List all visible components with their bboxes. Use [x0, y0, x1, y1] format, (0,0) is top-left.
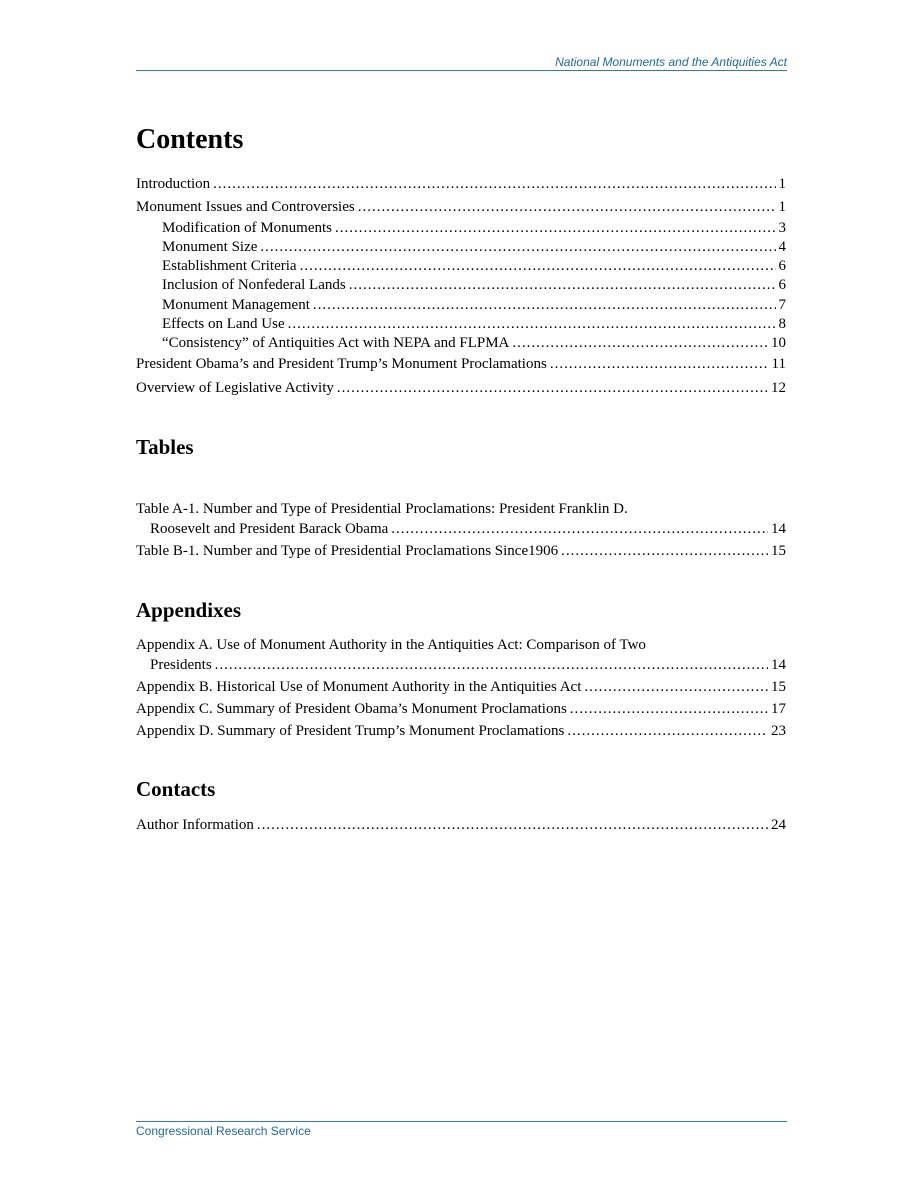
toc-entry-title: Monument Size	[162, 239, 258, 255]
dot-leader	[567, 722, 768, 740]
contacts-heading: Contacts	[136, 777, 216, 801]
toc-entry-table-a1[interactable]	[136, 500, 786, 538]
dot-leader	[300, 257, 776, 275]
dot-leader	[335, 219, 776, 237]
tables-heading: Tables	[136, 435, 194, 459]
toc-entry-nonfederal-lands[interactable]	[162, 276, 786, 294]
toc-entry-page: 1	[778, 199, 786, 215]
dot-leader	[257, 816, 768, 834]
toc-entry-page: 4	[778, 239, 786, 255]
toc-entry-establishment-criteria[interactable]	[162, 257, 786, 275]
toc-entry-title: Introduction	[136, 176, 211, 192]
toc-entry-title: Inclusion of Nonfederal Lands	[162, 277, 346, 293]
contents-heading: Contents	[136, 124, 244, 155]
dot-leader	[215, 656, 768, 674]
toc-entry-appendix-c[interactable]	[136, 700, 786, 718]
toc-entry-title: Appendix D. Summary of President Trump’s Monument Proclamations	[136, 723, 565, 739]
toc-entry-page: 12	[771, 380, 786, 396]
toc-entry-introduction[interactable]	[136, 175, 786, 193]
toc-entry-page: 6	[778, 258, 786, 274]
toc-entry-monument-issues[interactable]	[136, 198, 786, 216]
toc-entry-appendix-a[interactable]	[136, 636, 786, 674]
header-divider	[136, 70, 787, 71]
toc-entry-consistency[interactable]	[162, 334, 786, 352]
toc-entry-land-use[interactable]	[162, 315, 786, 333]
toc-entry-page: 14	[771, 521, 786, 537]
toc-entry-title: Establishment Criteria	[162, 258, 297, 274]
toc-entry-page: 8	[778, 316, 786, 332]
toc-entry-page: 10	[771, 335, 786, 351]
dot-leader	[337, 379, 768, 397]
toc-entry-title: Effects on Land Use	[162, 316, 285, 332]
toc-entry-title: Author Information	[136, 817, 254, 833]
dot-leader	[584, 678, 768, 696]
toc-entry-title: Table B-1. Number and Type of Presidential Proclamations Since1906	[136, 543, 559, 559]
toc-entry-page: 14	[771, 657, 786, 673]
toc-entry-page: 7	[778, 297, 786, 313]
running-header-title: National Monuments and the Antiquities Act	[555, 55, 787, 69]
toc-entry-page: 17	[771, 701, 786, 717]
toc-entry-page: 1	[778, 176, 786, 192]
toc-entry-title: Appendix B. Historical Use of Monument Authority in the Antiquities Act	[136, 679, 582, 695]
toc-entry-title: Monument Management	[162, 297, 310, 313]
toc-entry-monument-size[interactable]	[162, 238, 786, 256]
toc-entry-appendix-b[interactable]	[136, 678, 786, 696]
toc-entry-page: 15	[771, 543, 786, 559]
toc-entry-table-b1[interactable]	[136, 542, 786, 560]
toc-entry-legislative-activity[interactable]	[136, 379, 786, 397]
toc-entry-title: Overview of Legislative Activity	[136, 380, 334, 396]
toc-entry-title: Appendix A. Use of Monument Authority in the Antiquities Act: Comparison of Two	[136, 637, 646, 653]
toc-entry-monument-management[interactable]	[162, 296, 786, 314]
toc-entry-page: 24	[771, 817, 786, 833]
footer-divider	[136, 1121, 787, 1122]
toc-entry-page: 3	[778, 220, 786, 236]
toc-entry-title-continued: Roosevelt and President Barack Obama	[150, 521, 389, 537]
toc-entry-title: Modification of Monuments	[162, 220, 332, 236]
toc-entry-title-continued: Presidents	[150, 657, 212, 673]
dot-leader	[260, 238, 775, 256]
appendixes-heading: Appendixes	[136, 598, 242, 622]
dot-leader	[512, 334, 768, 352]
toc-entry-page: 23	[771, 723, 786, 739]
toc-entry-proclamations[interactable]	[136, 355, 786, 373]
dot-leader	[358, 198, 776, 216]
dot-leader	[288, 315, 776, 333]
dot-leader	[313, 296, 776, 314]
toc-entry-page: 15	[771, 679, 786, 695]
toc-entry-title: President Obama’s and President Trump’s Monument Proclamations	[136, 356, 547, 372]
dot-leader	[550, 355, 769, 373]
toc-entry-page: 11	[771, 356, 786, 372]
toc-entry-modification[interactable]	[162, 219, 786, 237]
dot-leader	[213, 175, 775, 193]
dot-leader	[570, 700, 768, 718]
toc-entry-appendix-d[interactable]	[136, 722, 786, 740]
toc-entry-author-information[interactable]	[136, 816, 786, 834]
toc-entry-title: “Consistency” of Antiquities Act with NEPA and FLPMA	[162, 335, 510, 351]
footer-publisher: Congressional Research Service	[136, 1124, 311, 1138]
toc-entry-title: Appendix C. Summary of President Obama’s Monument Proclamations	[136, 701, 567, 717]
dot-leader	[349, 276, 776, 294]
toc-entry-title: Monument Issues and Controversies	[136, 199, 355, 215]
dot-leader	[561, 542, 768, 560]
toc-entry-title: Table A-1. Number and Type of Presidential Proclamations: President Franklin D.	[136, 501, 628, 517]
toc-entry-page: 6	[778, 277, 786, 293]
dot-leader	[391, 520, 768, 538]
